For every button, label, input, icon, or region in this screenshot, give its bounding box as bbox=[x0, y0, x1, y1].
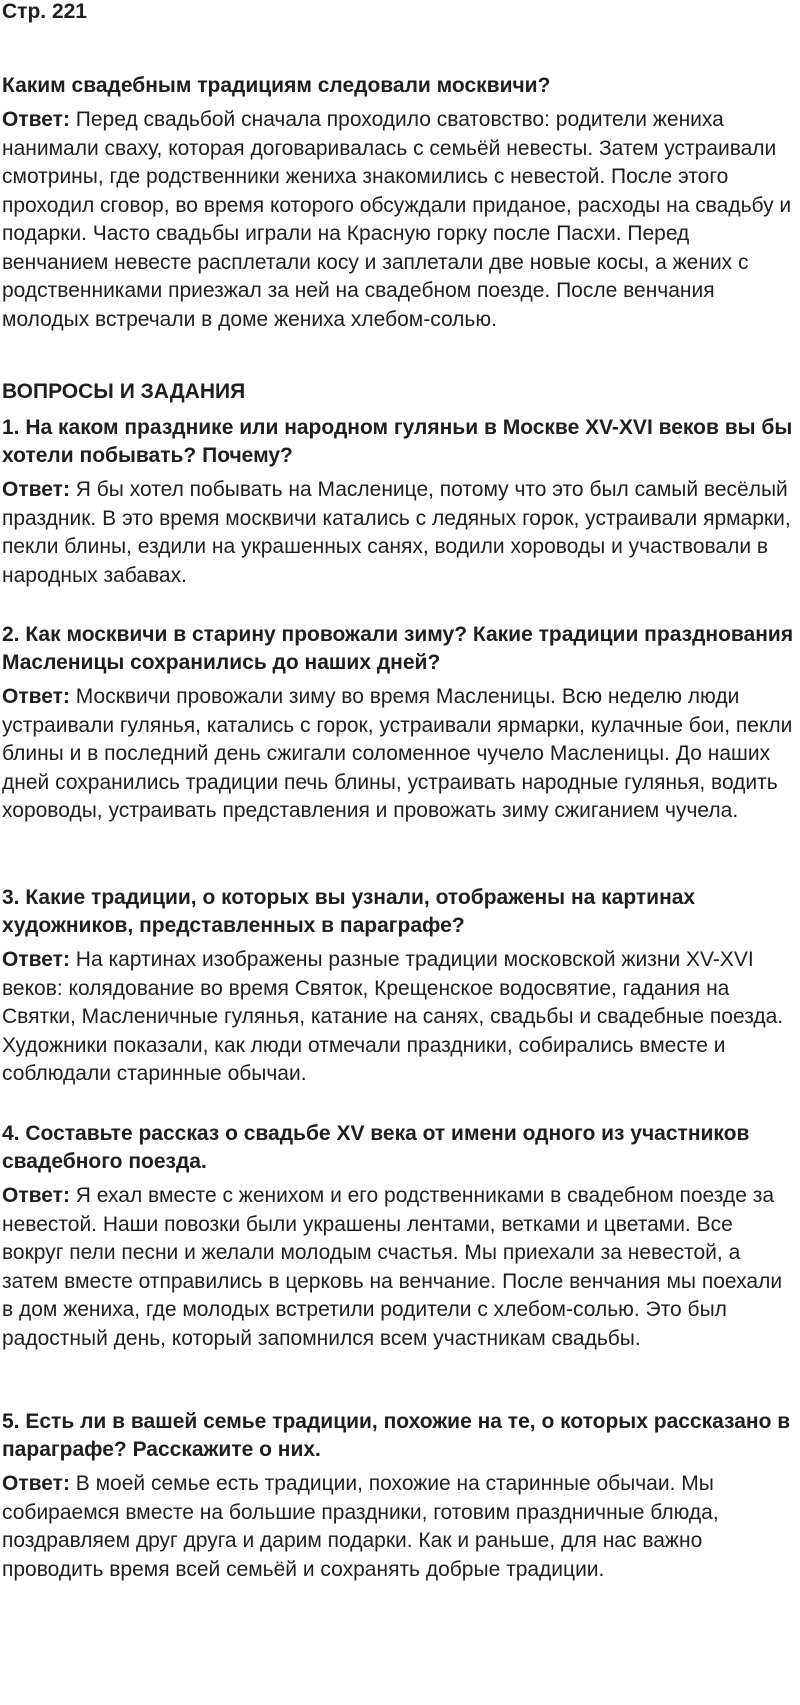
answer-2 bbox=[2, 683, 797, 826]
intro-answer bbox=[2, 106, 797, 334]
intro-block bbox=[2, 72, 797, 334]
question-3-block bbox=[2, 884, 797, 1089]
answer-4 bbox=[2, 1182, 797, 1353]
question-5: 5. Есть ли в вашей семье традиции, похожие на те, о которых рассказано в параграфе? Расскажите о них. bbox=[2, 1410, 791, 1461]
question-2-block bbox=[2, 621, 797, 826]
question-1-block bbox=[2, 414, 797, 590]
page-number: Стр. 221 bbox=[2, 0, 87, 23]
answer-text: Перед свадьбой сначала проходило сватовство: родители жениха нанимали сваху, которая договаривалась с семьёй невесты. Затем устраивали смотрины, где родственники жениха знакомились с невестой. После этого проходил сговор, во время которого обсуждали приданое, расходы на свадьбу и подарки. Часто свадьбы играли на Красную горку после Пасхи. Перед венчанием невесте расплетали косу и заплетали две новые косы, а жених с родственниками приезжал за ней на свадебном поезде. После венчания молодых встречали в доме жениха хлебом-солью. bbox=[2, 108, 792, 331]
answer-label: Ответ: bbox=[2, 1472, 70, 1495]
question-3: 3. Какие традиции, о которых вы узнали, отображены на картинах художников, представленных в параграфе? bbox=[2, 886, 696, 937]
answer-3 bbox=[2, 946, 797, 1089]
answer-label: Ответ: bbox=[2, 1184, 70, 1207]
answer-label: Ответ: bbox=[2, 685, 70, 708]
answer-text: Я ехал вместе с женихом и его родственниками в свадебном поезде за невестой. Наши повозки были украшены лентами, ветками и цветами. Все вокруг пели песни и желали молодым счастья. Мы приехали за невестой, а затем вместе отправились в церковь на венчание. После венчания мы поехали в дом жениха, где молодых встретили родители с хлебом-солью. Это был радостный день, который запомнился всем участникам свадьбы. bbox=[2, 1184, 783, 1350]
answer-text: Москвичи провожали зиму во время Масленицы. Всю неделю люди устраивали гулянья, катались с горок, устраивали ярмарки, кулачные бои, пекли блины и в последний день сжигали соломенное чучело Масленицы. До наших дней сохранились традиции печь блины, устраивать народные гулянья, водить хороводы, устраивать представления и провожать зиму сжиганием чучела. bbox=[2, 685, 793, 822]
answer-label: Ответ: bbox=[2, 478, 70, 501]
section-header-block bbox=[2, 378, 797, 406]
question-5-block bbox=[2, 1408, 797, 1584]
section-title: ВОПРОСЫ И ЗАДАНИЯ bbox=[2, 380, 246, 403]
answer-5 bbox=[2, 1470, 797, 1584]
question-2: 2. Как москвичи в старину провожали зиму? Какие традиции празднования Масленицы сохранились до наших дней? bbox=[2, 623, 794, 674]
question-1: 1. На каком празднике или народном гуляньи в Москве XV-XVI веков вы бы хотели побывать? Почему? bbox=[2, 416, 793, 467]
answer-label: Ответ: bbox=[2, 948, 70, 971]
answer-text: Я бы хотел побывать на Масленице, потому что это был самый весёлый праздник. В это время москвичи катались с ледяных горок, устраивали ярмарки, пекли блины, ездили на украшенных санях, водили хороводы и участвовали в народных забавах. bbox=[2, 478, 791, 587]
question-4: 4. Составьте рассказ о свадьбе XV века от имени одного из участников свадебного поезда. bbox=[2, 1122, 750, 1173]
intro-question: Каким свадебным традициям следовали москвичи? bbox=[2, 74, 551, 97]
answer-1 bbox=[2, 476, 797, 590]
answer-text: На картинах изображены разные традиции московской жизни XV-XVI веков: колядование во время Святок, Крещенское водосвятие, гадания на Святки, Масленичные гулянья, катание на санях, свадьбы и свадебные поезда. Художники показали, как люди отмечали праздники, собирались вместе и соблюдали старинные обычаи. bbox=[2, 948, 784, 1085]
answer-text: В моей семье есть традиции, похожие на старинные обычаи. Мы собираемся вместе на большие праздники, готовим праздничные блюда, поздравляем друг друга и дарим подарки. Как и раньше, для нас важно проводить время всей семьёй и сохранять добрые традиции. bbox=[2, 1472, 719, 1581]
answer-label: Ответ: bbox=[2, 108, 70, 131]
question-4-block bbox=[2, 1120, 797, 1353]
